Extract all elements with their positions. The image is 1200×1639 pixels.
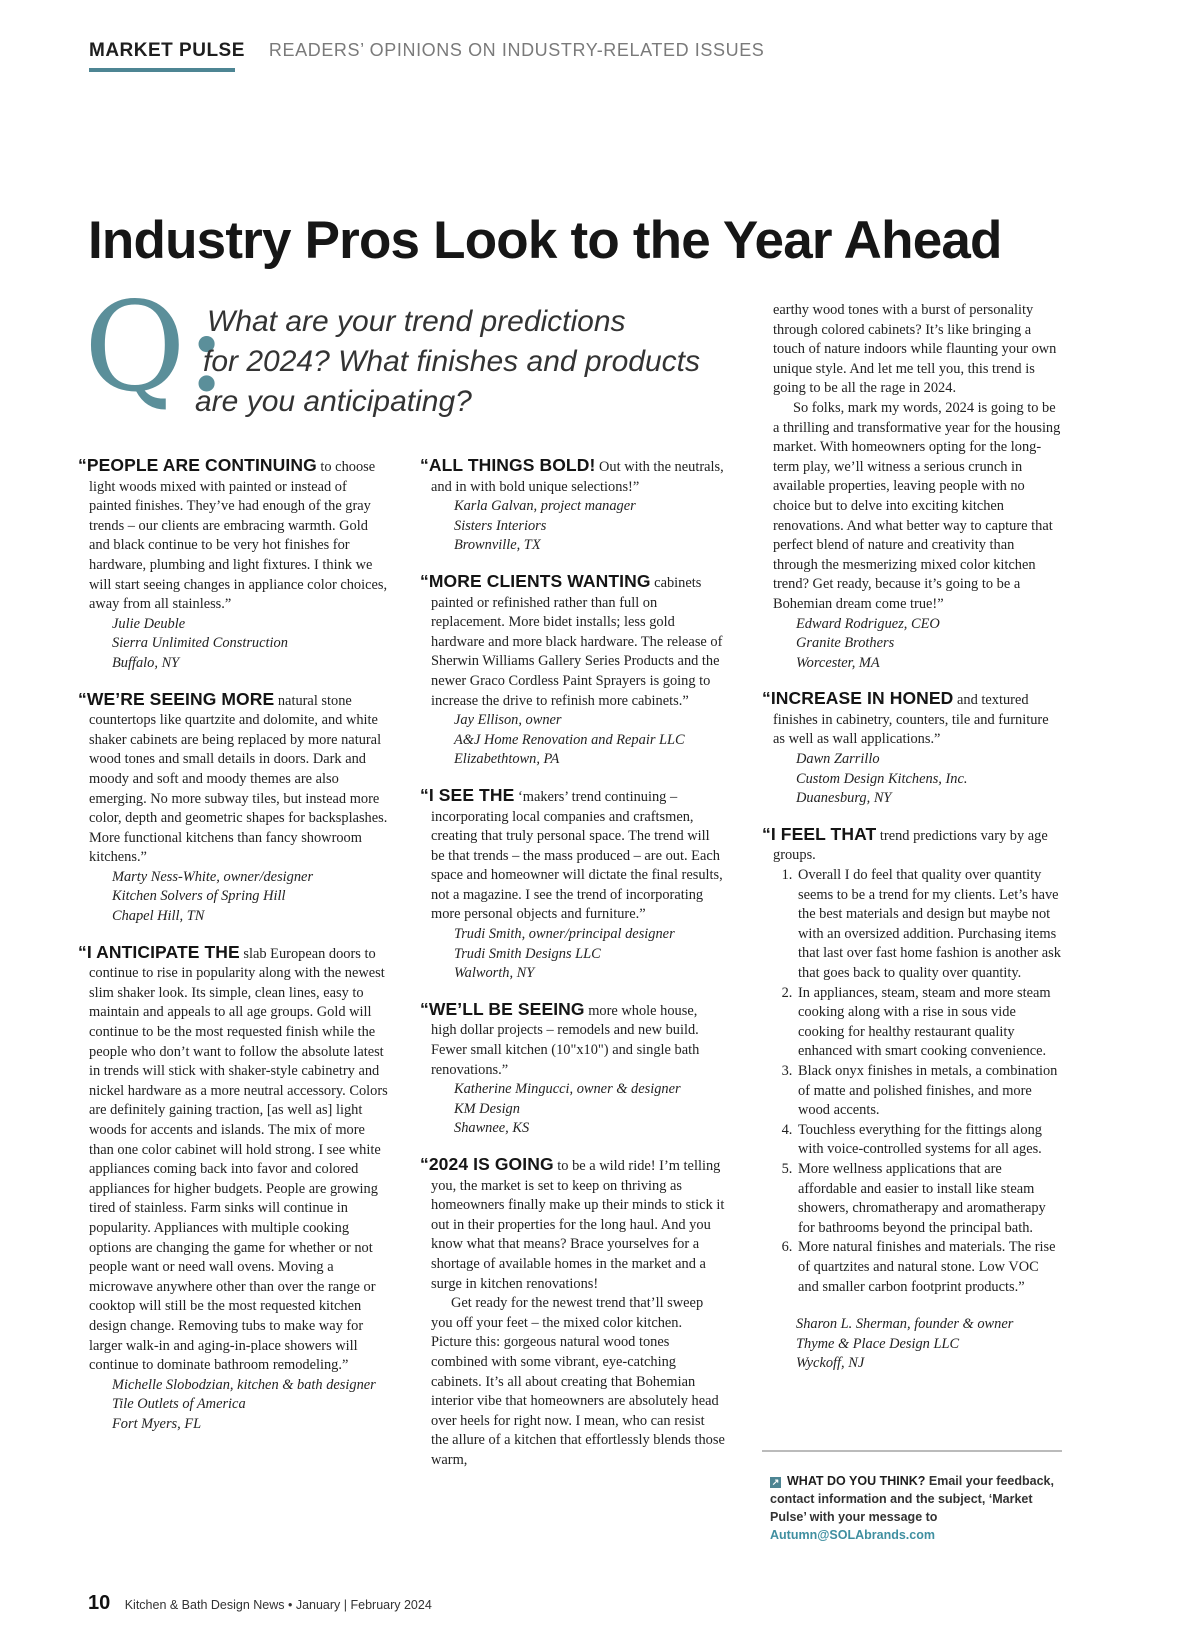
quote-text	[420, 786, 725, 925]
quote-lead: “MORE CLIENTS WANTING	[420, 570, 651, 591]
feedback-prompt: WHAT DO YOU THINK?	[787, 1474, 926, 1488]
quote-text	[420, 456, 725, 497]
list-item: 3. Black onyx finishes in metals, a combination of matte and polished finishes, and more wood accents.	[796, 1062, 1062, 1121]
email-link[interactable]: Autumn@SOLAbrands.com	[770, 1528, 935, 1542]
attribution	[420, 497, 725, 556]
quote-continuation	[762, 301, 1062, 673]
quote-lead: “PEOPLE ARE CONTINUING	[78, 455, 317, 475]
attribution	[762, 615, 1062, 674]
attribution-location: Walworth, NY	[454, 965, 535, 982]
attribution-company: Tile Outlets of America	[112, 1396, 246, 1413]
section-subtitle: READERS’ OPINIONS ON INDUSTRY-RELATED ISSUES	[268, 40, 765, 60]
attribution	[78, 615, 388, 674]
quote-block	[420, 572, 725, 770]
quote-paragraph: So folks, mark my words, 2024 is going to be a thrilling and transformative year for the housing market. With homeowners opting for the long-term play, we’ll witness a serious crunch in available properties, leaving people with no choice but to delve into exciting kitchen renovations. And what better way to capture that perfect blend of nature and creativity than through the mesmerizing mixed color kitchen trend? Get ready, because it’s going to be a Bohemian dream come true!”	[773, 399, 1061, 612]
attribution-name: Karla Galvan, project manager	[454, 498, 636, 515]
attribution-company: Trudi Smith Designs LLC	[454, 945, 601, 962]
attribution-company: Sierra Unlimited Construction	[112, 635, 288, 652]
quote-block	[420, 456, 725, 556]
list-item: 6. More natural finishes and materials. The rise of quartzites and natural stone. Low VOC and smaller carbon footprint products.”	[796, 1238, 1062, 1297]
attribution-name: Trudi Smith, owner/principal designer	[454, 926, 675, 943]
q-mark: Q:	[84, 276, 228, 420]
quote-block	[762, 825, 1062, 1374]
quote-body: to be a wild ride! I’m telling you, the market is set to keep on thriving as homeowners finally make up their minds to stick it out in their properties for the long haul. And you know what that means? Brace yourselves for a shortage of available homes in the market and a surge in kitchen renovations!	[431, 1158, 725, 1292]
question-line: are you anticipating?	[195, 385, 472, 418]
quote-lead: “2024 IS GOING	[420, 1154, 554, 1174]
quote-block	[420, 1155, 725, 1471]
article-title: Industry Pros Look to the Year Ahead	[88, 211, 1002, 270]
attribution-location: Shawnee, KS	[454, 1120, 530, 1137]
quote-text	[78, 943, 388, 1376]
attribution-location: Wyckoff, NJ	[796, 1355, 865, 1372]
attribution-location: Chapel Hill, TN	[112, 908, 205, 925]
attribution-company: Thyme & Place Design LLC	[796, 1335, 960, 1352]
quote-lead: “I FEEL THAT	[762, 823, 877, 844]
question-text	[195, 302, 715, 422]
attribution	[762, 750, 1062, 809]
column-2	[420, 456, 725, 1471]
page-footer	[88, 1592, 432, 1615]
attribution-company: Kitchen Solvers of Spring Hill	[112, 888, 286, 905]
attribution	[420, 1080, 725, 1139]
quote-body: trend predictions vary by age groups.	[773, 827, 1048, 864]
quote-lead: “I ANTICIPATE THE	[78, 941, 240, 962]
attribution-name: Jay Ellison, owner	[454, 712, 562, 729]
quote-text	[420, 572, 725, 711]
quote-paragraph: earthy wood tones with a burst of personality through colored cabinets? It’s like bringing a touch of nature indoors while flaunting your own unique style. And let me tell you, this trend is going to be all the rage in 2024.	[773, 302, 1057, 397]
feedback-text: Email your feedback, contact information and the subject, ‘Market Pulse’ with your message to	[770, 1474, 1054, 1524]
attribution-name: Edward Rodriguez, CEO	[796, 615, 940, 632]
quote-body: cabinets painted or refinished rather than full on replacement. More bidet installs; less gold hardware and more black hardware. The release of Sherwin Williams Gallery Series Products and the newer Graco Cordless Paint Sprayers is going to increase the drive to refinish more cabinets.”	[431, 574, 723, 709]
attribution-name: Julie Deuble	[112, 615, 186, 632]
column-3	[762, 301, 1062, 1390]
quote-text	[762, 825, 1062, 866]
attribution-location: Buffalo, NY	[112, 654, 180, 671]
arrow-icon: ↗	[771, 1477, 780, 1487]
prediction-list	[762, 866, 1062, 1297]
attribution-company: KM Design	[454, 1100, 520, 1117]
section-name: MARKET PULSE	[89, 40, 245, 61]
question-line: for 2024? What finishes and products	[203, 345, 700, 378]
quote-body: and textured finishes in cabinetry, counters, tile and furniture as well as wall applications.”	[773, 692, 1049, 748]
feedback-divider	[762, 1450, 1062, 1452]
attribution	[762, 1315, 1062, 1374]
quote-block	[78, 456, 388, 674]
attribution	[78, 1376, 388, 1435]
attribution-company: A&J Home Renovation and Repair LLC	[454, 731, 685, 748]
attribution-location: Brownville, TX	[454, 537, 541, 554]
quote-lead: “INCREASE IN HONED	[762, 688, 954, 709]
quote-lead: “ALL THINGS BOLD!	[420, 455, 596, 475]
page-number: 10	[88, 1592, 111, 1614]
list-item: 2. In appliances, steam, steam and more steam cooking along with a rise in sous vide cooking for healthy restaurant quality enhanced with smart cooking convenience.	[796, 984, 1062, 1062]
quote-block	[420, 1000, 725, 1139]
quote-block	[762, 689, 1062, 809]
attribution-location: Worcester, MA	[796, 654, 880, 671]
attribution	[420, 711, 725, 770]
attribution-name: Sharon L. Sherman, founder & owner	[796, 1316, 1014, 1333]
attribution-name: Katherine Mingucci, owner & designer	[454, 1081, 681, 1098]
attribution-company: Granite Brothers	[796, 635, 895, 652]
quote-lead: “I SEE THE	[420, 784, 515, 805]
attribution-name: Dawn Zarrillo	[796, 751, 880, 768]
quote-body: natural stone countertops like quartzite and dolomite, and white shaker cabinets are being replaced by more natural wood tones and small details in doors. Dark and moody and soft and moody themes are also emerging. No more subway tiles, but instead more color, depth and geometric shapes for backsplashes. More functional kitchens than fancy showroom kitchens.”	[89, 692, 388, 866]
quote-block	[420, 786, 725, 984]
attribution-company: Custom Design Kitchens, Inc.	[796, 770, 968, 787]
quote-lead: “WE’LL BE SEEING	[420, 998, 585, 1019]
quote-text	[762, 689, 1062, 750]
quote-body: slab European doors to continue to rise in popularity along with the newest slim shaker look. Its simple, clean lines, easy to maintain and appeals to all age groups. Gold will continue to be the most requested finish while the people who don’t want to follow the absolute latest in trends will stick with shaker-style cabinetry and nickel hardware as a more neutral accessory. Colors are definitely gaining traction, [as well as] light woods for accents and islands. The mix of more than one color cabinet will hold strong. I see white appliances coming back into favor and colored appliances for higher budgets. People are growing tired of stainless. Farm sinks will continue in popularity. Appliances with multiple cooking options are changing the game for whether or not people want or need wall ovens. Moving a microwave anywhere other than over the range or cooktop will still be the most requested kitchen design change. Removing tubs to make way for larger walk-in and aging-in-place showers will continue to dominate bathroom remodeling.”	[89, 945, 388, 1374]
quote-block	[78, 690, 388, 927]
quote-text	[78, 456, 388, 615]
attribution-name: Marty Ness-White, owner/designer	[112, 868, 314, 885]
attribution-name: Michelle Slobodzian, kitchen & bath designer	[112, 1376, 376, 1393]
attribution	[420, 925, 725, 984]
quote-text	[420, 1000, 725, 1080]
list-item: 1. Overall I do feel that quality over quantity seems to be a trend for my clients. Let’s have the best materials and design but maybe not with an oversized addition. Purchasing items that last over fast home fashion is another ask that goes back to quality over quantity.	[796, 866, 1062, 984]
section-header	[89, 40, 764, 70]
feedback-box	[770, 1472, 1070, 1544]
quote-body: Out with the neutrals, and in with bold unique selections!”	[431, 459, 724, 495]
column-1	[78, 456, 388, 1451]
quote-text	[420, 1155, 725, 1294]
quote-lead: “WE’RE SEEING MORE	[78, 688, 275, 709]
quote-body: more whole house, high dollar projects – remodels and new build. Fewer small kitchen (10"x10") and single bath renovations.”	[431, 1002, 700, 1078]
attribution-location: Duanesburg, NY	[796, 790, 892, 807]
attribution	[78, 868, 388, 927]
list-item: 4. Touchless everything for the fittings along with voice-controlled systems for all ages.	[796, 1121, 1062, 1160]
section-underline	[89, 68, 235, 72]
quote-text	[78, 690, 388, 868]
quote-body: to choose light woods mixed with painted or instead of painted finishes. They’ve had enough of the gray trends – our clients are embracing warmth. Gold and black continue to be very hot finishes for hardware, plumbing and light fixtures. I think we will start seeing changes in appliance color choices, away from all stainless.”	[89, 459, 388, 613]
attribution-location: Elizabethtown, PA	[454, 751, 560, 768]
attribution-location: Fort Myers, FL	[112, 1415, 202, 1432]
publication-info: Kitchen & Bath Design News • January | February 2024	[124, 1598, 432, 1612]
quote-block	[78, 943, 388, 1435]
list-item: 5. More wellness applications that are affordable and easier to install like steam showers, chromatherapy and aromatherapy for bathrooms beyond the principal bath.	[796, 1160, 1062, 1238]
attribution-company: Sisters Interiors	[454, 517, 547, 534]
quote-paragraph: Get ready for the newest trend that’ll sweep you off your feet – the mixed color kitchen. Picture this: gorgeous natural wood tones combined with some vibrant, eye-catching cabinets. It’s all about creating that Bohemian interior vibe that homeowners are absolutely head over heels for right now. I mean, who can resist the allure of a kitchen that effortlessly blends those warm,	[431, 1295, 725, 1468]
quote-body: ‘makers’ trend continuing – incorporating local companies and craftsmen, creating that truly personal space. The trend will be that trends – the mass produced – are out. Each space and homeowner will dictate the final results, not a magazine. I see the trend of incorporating more personal objects and furniture.”	[431, 788, 723, 923]
question-line: What are your trend predictions	[207, 305, 626, 338]
